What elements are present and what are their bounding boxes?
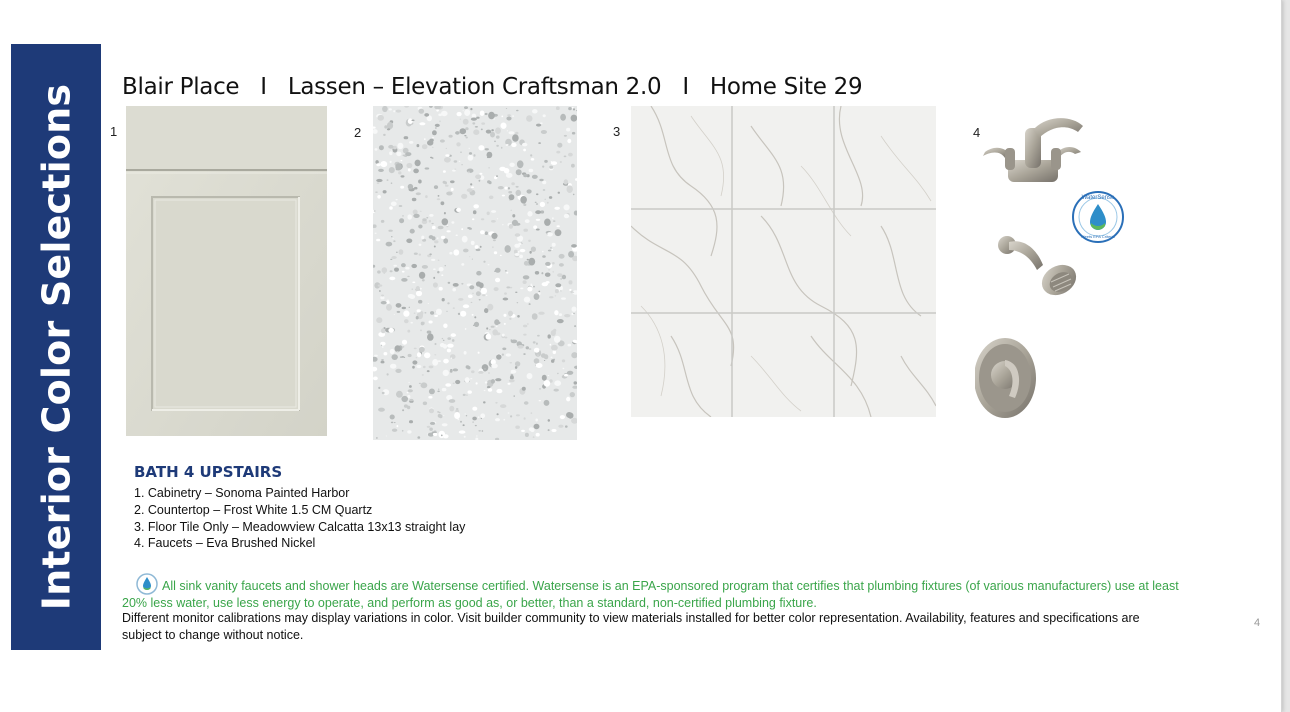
list-item: 2. Countertop – Frost White 1.5 CM Quartz	[134, 502, 373, 517]
list-item: 4. Faucets – Eva Brushed Nickel	[134, 536, 316, 551]
disclaimer: Different monitor calibrations may display variations in color. Visit builder community to view materials installed for better color representation. Availability, features and specifications are subject to change without notice.	[122, 611, 1140, 642]
selection-list	[134, 485, 465, 552]
side-title-container	[11, 44, 101, 650]
shower-valve-icon	[975, 338, 1036, 418]
svg-text:Meets EPA Criteria: Meets EPA Criteria	[1081, 234, 1115, 239]
swatch-number-3: 3	[613, 124, 621, 139]
cabinet-swatch	[126, 106, 327, 436]
marble-tile-image	[631, 106, 936, 417]
countertop-swatch	[373, 106, 577, 440]
list-item: 1. Cabinetry – Sonoma Painted Harbor	[134, 486, 350, 500]
watersense-note	[122, 573, 1202, 612]
cabinet-door-image	[126, 106, 327, 436]
page-number: 4	[1254, 617, 1261, 629]
swatch-number-4: 4	[973, 125, 981, 140]
water-drop-icon	[136, 573, 158, 595]
quartz-texture-image	[373, 106, 577, 440]
faucet-icon	[983, 118, 1083, 182]
floor-tile-swatch	[631, 106, 936, 417]
page-title: Blair Place I Lassen – Elevation Craftsman 2.0 I Home Site 29	[122, 74, 863, 100]
watersense-note-text: All sink vanity faucets and shower heads are Watersense certified. Watersense is an EPA-sponsored program that certifies that plumbing fixtures (of various manufacturers) use at least 20% less water, use less energy to operate, and perform as good as, or better, than a standard, non-certified plumbing fixture.	[122, 579, 1179, 610]
side-title: Interior Color Selections	[34, 83, 78, 611]
watersense-badge-icon	[1073, 192, 1123, 242]
faucet-group	[975, 110, 1135, 425]
list-item: 3. Floor Tile Only – Meadowview Calcatta 13x13 straight lay	[134, 519, 466, 534]
swatch-number-1: 1	[110, 124, 118, 139]
swatch-number-2: 2	[354, 125, 362, 140]
faucet-swatch	[975, 110, 1135, 425]
section-title: BATH 4 UPSTAIRS	[134, 463, 283, 481]
shower-head-icon	[998, 236, 1082, 301]
svg-text:WaterSense: WaterSense	[1081, 195, 1115, 201]
